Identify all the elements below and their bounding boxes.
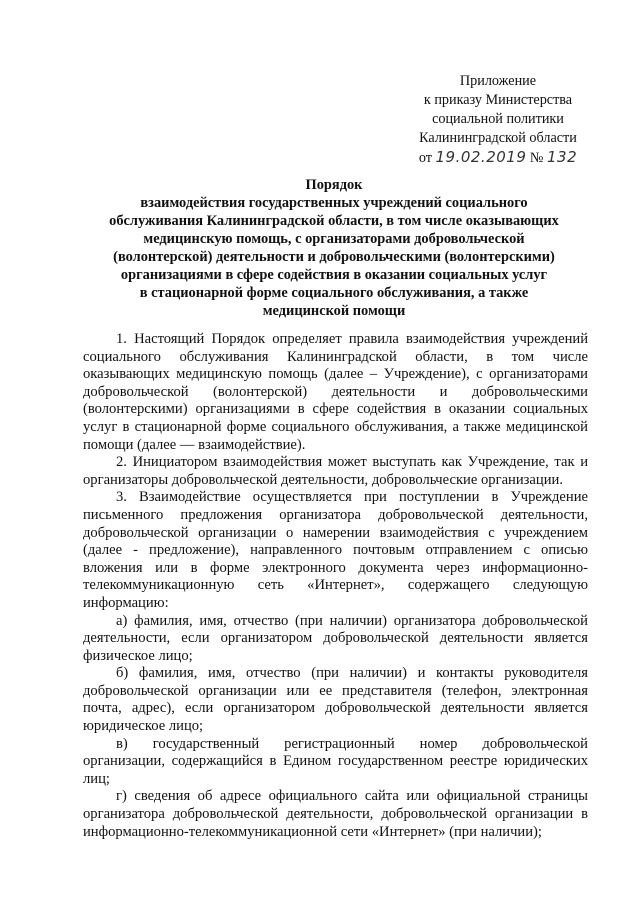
paragraph-3b: б) фамилия, имя, отчество (при наличии) и контакты руководителя добровольческой организации или ее представителя (телефон, электронная почта, адрес), если организатором добровольческой деятельности является юридическое лицо; [83,665,588,735]
appendix-line: к приказу Министерства [423,92,573,108]
paragraph-3c: в) государственный регистрационный номер добровольческой организации, содержащийся в Едином государственном реестре юридических лиц; [83,735,588,787]
paragraph-3a: а) фамилия, имя, отчество (при наличии) организатора добровольческой деятельности, если организатором добровольческой деятельности является физическое лицо; [83,612,588,664]
order-date: 19.02.2019 [435,148,527,166]
appendix-line: Приложение [459,73,537,89]
title-line: (волонтерской) деятельности и добровольческими (волонтерскими) [113,249,555,265]
document-body [83,331,588,841]
paragraph-1: 1. Настоящий Порядок определяет правила взаимодействия учреждений социального обслуживания Калининградской области, в том числе оказывающих медицинскую помощь (далее – Учреждение), с организаторами добровольческой (волонтерской) деятельности и добровольческими (волонтерскими) организациями в сфере содействия в оказании социальных услуг в стационарной форме социального обслуживания, а также медицинской помощи (далее — взаимодействие). [83,331,588,453]
appendix-block [398,72,598,168]
appendix-line: социальной политики [432,111,564,127]
appendix-line: Калининградской области [419,130,577,146]
title-line: Порядок [305,177,363,193]
document-title [80,176,588,320]
title-line: медицинскую помощь, с организаторами добровольческой [143,231,525,247]
date-prefix: от [418,150,432,166]
order-number: 132 [547,148,578,166]
title-line: организациями в сфере содействия в оказании социальных услуг [120,267,548,283]
paragraph-3d: г) сведения об адресе официального сайта или официальной страницы организатора добровольческой деятельности, добровольческой организации в информационно-телекоммуникационной сети «Интернет» (при наличии); [83,788,588,840]
paragraph-2: 2. Инициатором взаимодействия может выступать как Учреждение, так и организаторы добровольческой деятельности, добровольческие организации. [83,454,588,488]
paragraph-3: 3. Взаимодействие осуществляется при поступлении в Учреждение письменного предложения организатора добровольческой деятельности, добровольческой организации о намерении взаимодействия с учреждением (далее - предложение), направленного почтовым отправлением с описью вложения или в форме электронного документа через информационно-телекоммуникационную сеть «Интернет», содержащего следующую информацию: [83,489,588,611]
number-prefix: № [529,150,544,166]
title-line: взаимодействия государственных учреждений социального [140,195,528,211]
title-line: медицинской помощи [262,303,406,319]
order-date-row [398,148,598,168]
title-line: обслуживания Калининградской области, в том числе оказывающих [109,213,559,229]
title-line: в стационарной форме социального обслуживания, а также [139,285,529,301]
